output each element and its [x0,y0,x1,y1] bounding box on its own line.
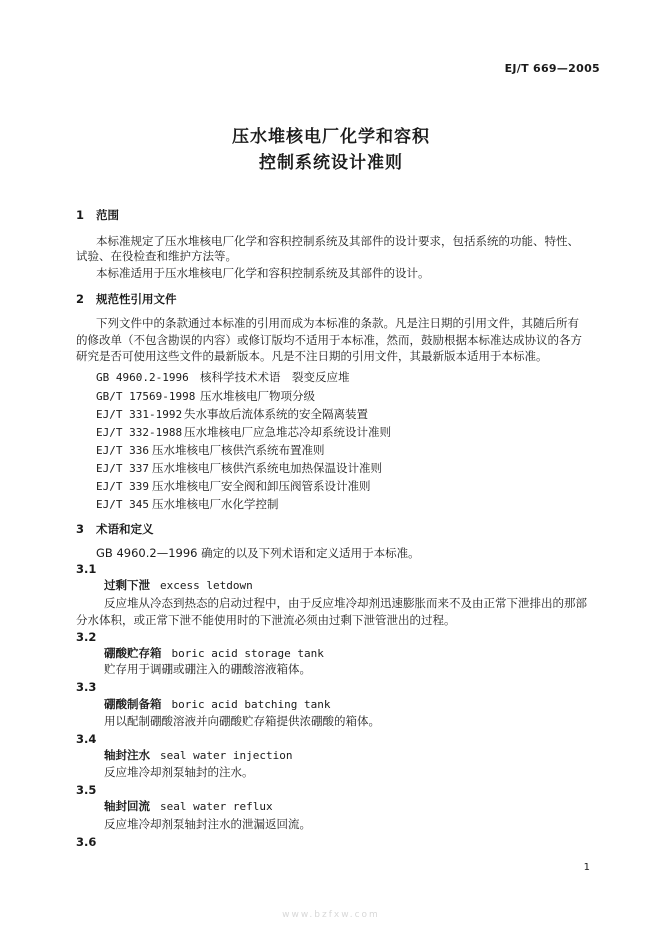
section3-number: 3 [76,522,85,536]
ref-code: EJ/T 345 [96,498,149,511]
term-definition-line1: 反应堆从冷态到热态的启动过程中，由于反应堆冷却剂迅速膨胀而来不及由正常下泄排出的那部 [104,596,587,610]
ref-title: 压水堆核电厂核供汽系统电加热保温设计准则 [152,461,382,475]
ref-item [96,407,368,422]
ref-code: EJ/T 337 [96,462,149,475]
ref-code: EJ/T 339 [96,480,149,493]
term-definition-line2: 分水体积，或正常下泄不能使用时的下泄流必须由过剩下泄管泄出的过程。 [76,613,456,627]
term-definition: 用以配制硼酸溶液并向硼酸贮存箱提供浓硼酸的箱体。 [104,714,380,728]
ref-title: 核科学技术术语 裂变反应堆 [200,370,350,384]
term-number: 3.1 [76,562,97,576]
ref-item [96,425,391,440]
term-heading [104,748,292,763]
ref-title: 压水堆核电厂应急堆芯冷却系统设计准则 [184,425,391,439]
term-english: boric acid batching tank [171,698,331,711]
term-definition: 反应堆冷却剂泵轴封注水的泄漏返回流。 [104,817,311,831]
section3-heading [76,522,154,536]
ref-title: 压水堆核电厂核供汽系统布置准则 [152,443,325,457]
ref-title: 压水堆核电厂水化学控制 [152,497,279,511]
ref-item [96,389,315,404]
term-number: 3.6 [76,835,97,849]
ref-code: EJ/T 336 [96,444,149,457]
ref-item [96,479,371,494]
term-english: seal water reflux [160,800,273,813]
ref-code: EJ/T 332-1988 [96,426,183,439]
term-chinese: 硼酸贮存箱 [104,646,162,660]
ref-item [96,370,350,385]
ref-title: 压水堆核电厂物项分级 [200,389,315,403]
ref-item [96,443,325,458]
section1-number: 1 [76,208,85,222]
term-english: boric acid storage tank [171,647,324,660]
section2-number: 2 [76,292,85,306]
section2-para-line2: 的修改单（不包含勘误的内容）或修订版均不适用于本标准，然而，鼓励根据本标准达成协议的各方 [76,333,582,347]
section1-heading [76,208,119,222]
term-definition: 贮存用于调硼或硼注入的硼酸溶液箱体。 [104,662,311,676]
ref-code: GB/T 17569-1998 [96,390,196,403]
term-english: seal water injection [160,749,293,762]
term-definition: 反应堆冷却剂泵轴封的注水。 [104,765,254,779]
term-chinese: 过剩下泄 [104,578,150,592]
term-heading [104,799,273,814]
section2-title: 规范性引用文件 [96,292,177,306]
term-number: 3.4 [76,732,97,746]
term-chinese: 硼酸制备箱 [104,697,162,711]
ref-title: 失水事故后流体系统的安全隔离装置 [184,407,368,421]
section2-para-line3: 研究是否可使用这些文件的最新版本。凡是不注日期的引用文件，其最新版本适用于本标准。 [76,349,548,363]
term-heading [104,646,324,661]
section3-title: 术语和定义 [96,522,154,536]
ref-code: GB 4960.2-1996 [96,371,189,384]
term-english: excess letdown [160,579,253,592]
section1-title: 范围 [96,208,119,222]
term-heading [104,578,253,593]
page-number: 1 [583,862,590,873]
watermark: www.bzfxw.com [282,910,380,920]
ref-title: 压水堆核电厂安全阀和卸压阀管系设计准则 [152,479,371,493]
document-title-line1: 压水堆核电厂化学和容积 [232,127,430,147]
term-chinese: 轴封回流 [104,799,150,813]
section3-intro: GB 4960.2—1996 确定的以及下列术语和定义适用于本标准。 [96,546,420,560]
term-number: 3.3 [76,680,97,694]
section2-heading [76,292,177,306]
section1-para1-line2: 试验、在役检查和维护方法等。 [76,249,237,263]
term-chinese: 轴封注水 [104,748,150,762]
term-number: 3.5 [76,783,97,797]
ref-item [96,497,279,512]
term-number: 3.2 [76,630,97,644]
term-heading [104,697,330,712]
ref-code: EJ/T 331-1992 [96,408,183,421]
document-title-line2: 控制系统设计准则 [259,153,403,173]
section1-para2: 本标准适用于压水堆核电厂化学和容积控制系统及其部件的设计。 [96,266,430,280]
section1-para1-line1: 本标准规定了压水堆核电厂化学和容积控制系统及其部件的设计要求，包括系统的功能、特性、 [96,234,579,248]
standard-code: EJ/T 669—2005 [504,62,600,75]
section2-para-line1: 下列文件中的条款通过本标准的引用而成为本标准的条款。凡是注日期的引用文件，其随后所有 [96,316,579,330]
ref-item [96,461,382,476]
